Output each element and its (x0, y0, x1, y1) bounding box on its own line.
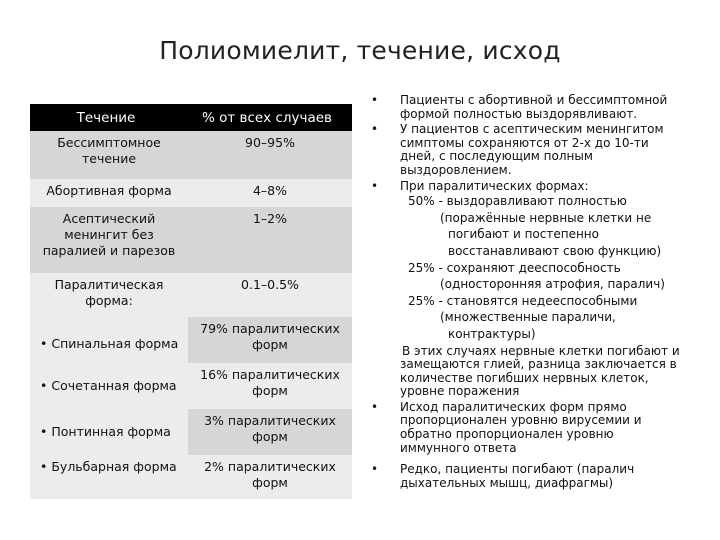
table-row (30, 409, 352, 455)
bullet-text: (односторонняя атрофия, паралич) (440, 277, 665, 292)
cell-course: Бессимптомное течение (57, 135, 161, 166)
table-row (30, 131, 352, 179)
bullet-text: (поражённые нервные клетки не (440, 210, 652, 225)
table-row (30, 317, 352, 363)
bullet-text: 25% - сохраняют дееспособность (408, 260, 621, 275)
cell-course: • Сочетанная форма (40, 378, 177, 393)
cell-course: • Бульбарная форма (40, 459, 177, 474)
bullet-text: У пациентов с асептическим менингитом (400, 122, 664, 137)
table-row (30, 363, 352, 409)
bullet-item (370, 94, 705, 121)
bullet-text: Исход паралитических форм прямо (400, 399, 627, 414)
cell-course: Асептический менингит без паралией и парезов (42, 211, 176, 258)
bullet-text: формой полностью выздорявливают. (400, 106, 638, 121)
course-table (30, 104, 352, 499)
cell-percent: 0.1–0.5% (241, 277, 299, 292)
bullet-text: 50% - выздоравливают полностью (408, 194, 627, 209)
bullet-text: В этих случаях нервные клетки погибают и (402, 343, 680, 358)
header-course: Течение (76, 109, 136, 126)
table-row (30, 179, 352, 207)
cell-course: Паралитическая форма: (54, 277, 164, 308)
table-row (30, 455, 352, 499)
bullet-dot-icon: • (371, 462, 379, 477)
bullet-text: дней, с последующим полным (400, 149, 593, 164)
bullet-text: симптомы сохраняются от 2-х до 10-ти (400, 135, 649, 150)
bullet-text: контрактуры) (448, 326, 536, 341)
bullet-dot-icon: • (371, 122, 379, 137)
bullet-text: иммунного ответа (400, 440, 517, 455)
bullet-text: 25% - становятся недееспособными (408, 293, 638, 308)
bullet-text: При паралитических формах: (400, 178, 589, 193)
slide-title: Полиомиелит, течение, исход (159, 36, 561, 65)
cell-course: • Понтинная форма (40, 424, 171, 439)
bullet-item (370, 180, 705, 194)
cell-percent: 4–8% (252, 183, 288, 198)
cell-percent: 79% паралитических форм (188, 317, 352, 363)
bullet-text: дыхательных мышц, диафрагмы) (400, 475, 614, 490)
bullet-text: выздоровлением. (400, 162, 512, 177)
outcome-bullets (370, 94, 705, 490)
cell-percent: 16% паралитических форм (200, 367, 340, 398)
bullet-text: (множественные параличи, (440, 310, 616, 325)
bullet-dot-icon: • (371, 399, 379, 414)
bullet-text: количестве погибших нервных клеток, (400, 370, 649, 385)
bullet-text: Редко, пациенты погибают (паралич (400, 462, 635, 477)
bullet-dot-icon: • (371, 93, 379, 107)
bullet-text: погибают и постепенно (448, 227, 599, 242)
cell-percent: 2% паралитических форм (204, 459, 336, 490)
bullet-item (370, 401, 705, 455)
bullet-text: уровне поражения (400, 384, 520, 399)
bullet-text: пропорционален уровню вирусемии и (400, 413, 642, 428)
bullet-text: обратно пропорционален уровню (400, 427, 614, 442)
table-row (30, 273, 352, 317)
cell-percent: 3% паралитических форм (188, 409, 352, 455)
header-percent: % от всех случаев (201, 109, 333, 126)
cell-percent: 1–2% (252, 211, 288, 226)
bullet-item (370, 123, 705, 177)
table-header (30, 104, 352, 131)
table-row (30, 207, 352, 273)
bullet-text: замещаются глией, разница заключается в (400, 357, 677, 372)
bullet-text: восстанавливают свою функцию) (448, 243, 662, 258)
cell-course: Абортивная форма (46, 183, 172, 198)
cell-percent: 90–95% (245, 135, 295, 150)
bullet-text: Пациенты с абортивной и бессимптомной (400, 93, 668, 107)
bullet-dot-icon: • (371, 178, 379, 193)
bullet-item (370, 463, 705, 490)
cell-course: • Спинальная форма (40, 336, 179, 351)
